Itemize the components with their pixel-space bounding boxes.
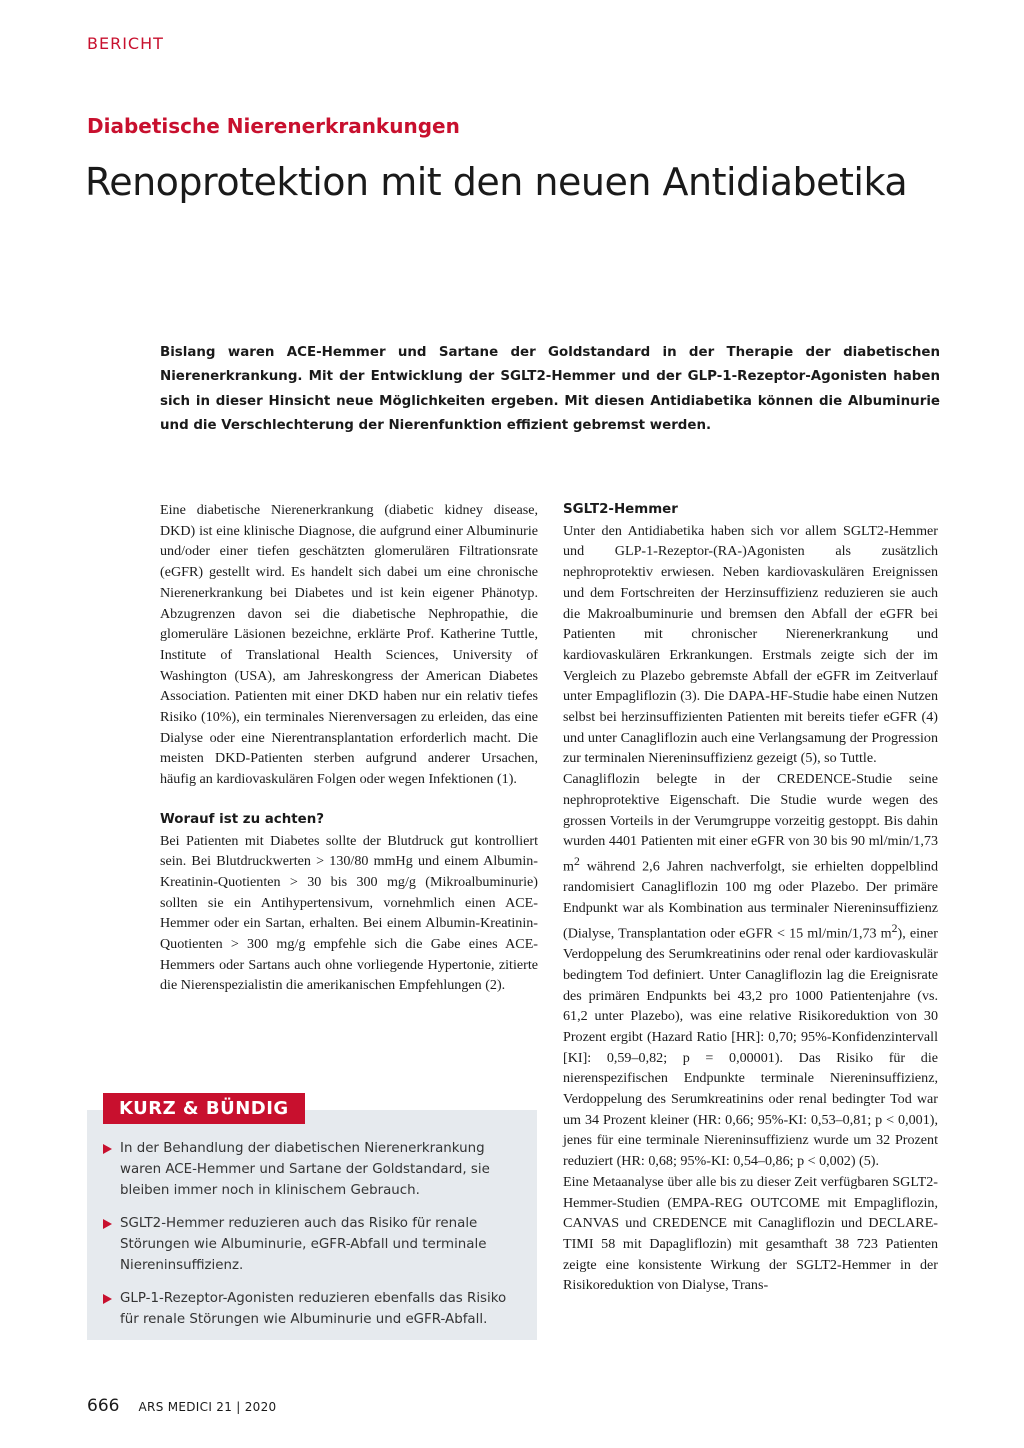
triangle-bullet-icon [103, 1219, 112, 1229]
summary-item-text: In der Behandlung der diabetischen Nierenerkrankung waren ACE-Hemmer und Sartane der Goldstandard, sie bleiben immer noch in klinischem Gebrauch. [120, 1141, 490, 1198]
body-paragraph: Bei Patienten mit Diabetes sollte der Blutdruck gut kontrolliert sein. Bei Blutdruckwerten > 130/80 mmHg und einem Albumin-Kreatinin-Quotienten > 30 bis 300 mg/g (Mikroalbuminurie) sollten sie ein Antihypertensivum, vornehmlich einen ACE-Hemmer oder ein Sartan, erhalten. Bei einem Albumin-Kreatinin-Quotienten > 300 mg/g empfehle sich die Gabe eines ACE-Hemmers oder Sartans auch ohne vorliegende Hypertonie, zitierte die Nierenspezialistin die amerikanischen Empfehlungen (2). [160, 832, 538, 994]
summary-item [103, 1288, 528, 1330]
body-paragraph: Eine diabetische Nierenerkrankung (diabetic kidney disease, DKD) ist eine klinische Diagnose, die aufgrund einer Albuminurie und/oder einer tiefen geschätzten glomerulären Filtrationsrate (eGFR) gestellt wird. Es handelt sich dabei um eine chronische Nierenerkrankung bei Diabetes und ist kein eigener Phänotyp. Abzugrenzen davon sei die diabetische Nephropathie, die glomeruläre Läsionen bezeichne, erklärte Prof. Katherine Tuttle, Institute of Translational Health Sciences, University of Washington (USA), am Jahreskongress der American Diabetes Association. Patienten mit einer DKD haben nur ein relativ tiefes Risiko (10%), ein terminales Nierenversagen zu erleiden, das eine Dialyse oder eine Nierentransplantation erforderlich macht. Die meisten DKD-Patienten sterben aufgrund anderer Ursachen, häufig an kardiovaskulären Folgen oder wegen Infektionen (1). [160, 502, 538, 788]
summary-list [103, 1138, 528, 1342]
text-run: ), einer Verdoppelung des Serumkreatinins oder renal oder kardiovaskulär bedingtem Tod definiert. Unter Canagliflozin lag die Ereignisrate des primären Endpunkts bei 43,2 pro 1000 Patientenjahre (vs. 61,2 unter Plazebo), was eine relative Risikoreduktion von 30 Prozent ergibt (Hazard Ratio [HR]: 0,70; 95%-Konfidenzintervall [KI]: 0,59–0,82; p = 0,00001). Das Risiko für die nierenspezifischen Endpunkte terminale Niereninsuffizienz, Verdoppelung des Serumkreatinins oder renal bedingter Tod war um 34 Prozent kleiner (HR: 0,66; 95%-KI: 0,53–0,81; p < 0,001), jenes für eine terminale Niereninsuffizienz wurde um 32 Prozent reduziert (HR: 0,68; 95%-KI: 0,54–0,86; p < 0,002) (5). [563, 925, 938, 1170]
text-column-left [160, 500, 538, 996]
summary-item [103, 1213, 528, 1276]
triangle-bullet-icon [103, 1144, 112, 1154]
journal-issue: ARS MEDICI 21 | 2020 [138, 1400, 277, 1414]
text-column-right [563, 500, 938, 1296]
summary-item [103, 1138, 528, 1201]
body-paragraph: Unter den Antidiabetika haben sich vor allem SGLT2-Hemmer und GLP-1-Rezeptor-(RA-)Agonisten als zusätzlich nephroprotektiv erwiesen. Neben kardiovaskulären Ereignissen und dem Fortschreiten der Herzinsuffizienz reduzieren sie auch die Makroalbuminurie und bremsen den Abfall der eGFR bei Patienten mit chronischer Nierenerkrankung und kardiovaskulären Erkrankungen. Erstmals zeigte sich der im Vergleich zu Plazebo gebremste Abfall der eGFR im Zeitverlauf unter Empagliflozin (3). Die DAPA-HF-Studie habe einen Nutzen selbst bei herzinsuffizienten Patienten mit bereits tiefer eGFR (4) und unter Canagliflozin auch eine Verlangsamung der Progression zur terminalen Niereninsuffizienz gezeigt (5), so Tuttle. [563, 522, 938, 767]
triangle-bullet-icon [103, 1294, 112, 1304]
section-subheading: Worauf ist zu achten? [160, 811, 325, 827]
text-run: während 2,6 Jahren nachverfolgt, sie erhielten doppelblind randomisiert Canagliflozin 100 mg oder Plazebo. Der primäre Endpunkt war als Kombination aus terminaler Niereninsuffizienz (Dialyse, Transplantation oder eGFR < 15 ml/min/1,73 m [563, 858, 938, 942]
body-paragraph [563, 769, 938, 1172]
article-title: Renoprotektion mit den neuen Antidiabetika [85, 160, 908, 204]
summary-item-text: SGLT2-Hemmer reduzieren auch das Risiko für renale Störungen wie Albuminurie, eGFR-Abfall und terminale Niereninsuffizienz. [120, 1216, 487, 1273]
article-kicker: Diabetische Nierenerkrankungen [87, 114, 460, 138]
summary-title: KURZ & BÜNDIG [103, 1093, 305, 1124]
summary-item-text: GLP-1-Rezeptor-Agonisten reduzieren ebenfalls das Risiko für renale Störungen wie Albuminurie und eGFR-Abfall. [120, 1291, 507, 1327]
article-lead: Bislang waren ACE-Hemmer und Sartane der Goldstandard in der Therapie der diabetischen Nierenerkrankung. Mit der Entwicklung der SGLT2-Hemmer und der GLP-1-Rezeptor-Agonisten haben sich in dieser Hinsicht neue Möglichkeiten ergeben. Mit diesen Antidiabetika können die Albuminurie und die Verschlechterung der Nierenfunktion effizient gebremst werden. [160, 345, 940, 434]
superscript: 2 [891, 921, 898, 935]
superscript: 2 [573, 854, 580, 868]
section-label: BERICHT [87, 34, 164, 53]
page-number: 666 [87, 1396, 120, 1416]
text-run: Canagliflozin belegte in der CREDENCE-Studie seine nephroprotektive Eigenschaft. Die Studie wurde wegen des grossen Vorteils in der Verumgruppe vorzeitig gestoppt. Bis dahin wurden 4401 Patienten mit einer eGFR von 30 bis 90 ml/min/1,73 m [563, 771, 938, 875]
body-paragraph: Eine Metaanalyse über alle bis zu dieser Zeit verfügbaren SGLT2-Hemmer-Studien (EMPA-REG OUTCOME mit Empagliflozin, CANVAS und CREDENCE mit Canagliflozin und DECLARE-TIMI 58 mit Dapagliflozin) mit gesamthaft 38 723 Patienten zeigte eine konsistente Wirkung der SGLT2-Hemmer in der Risikoreduktion von Dialyse, Trans- [563, 1173, 938, 1294]
section-subheading: SGLT2-Hemmer [563, 502, 678, 517]
page-footer [87, 1396, 276, 1416]
